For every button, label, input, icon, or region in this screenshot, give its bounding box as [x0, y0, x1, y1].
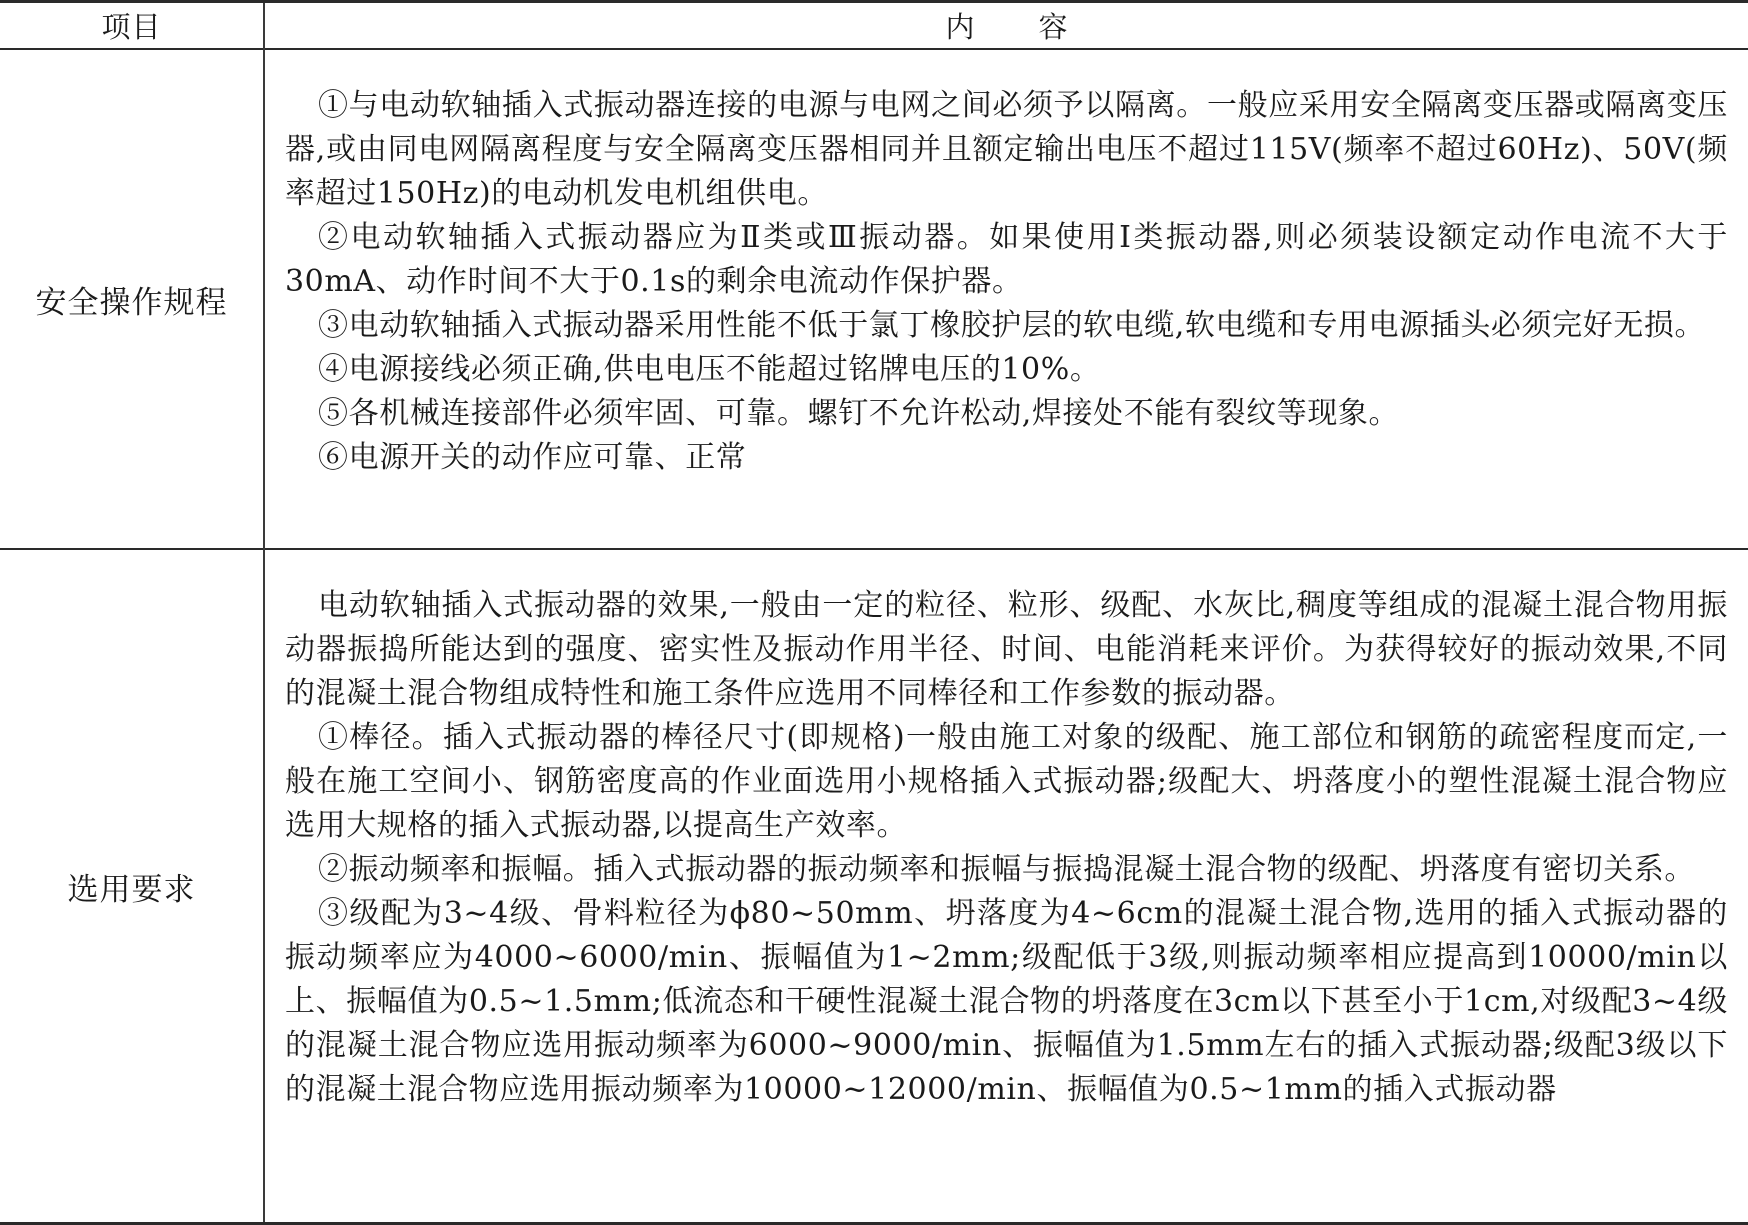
paragraph: ①与电动软轴插入式振动器连接的电源与电网之间必须予以隔离。一般应采用安全隔离变压器或隔离变压器,或由同电网隔离程度与安全隔离变压器相同并且额定输出电压不超过115V(频率不超过60Hz)、50V(频率超过150Hz)的电动机发电机组供电。 [285, 88, 1728, 211]
row-label-selection [0, 549, 264, 1224]
table-row-selection [0, 549, 1748, 1224]
paragraph: ⑤各机械连接部件必须牢固、可靠。螺钉不允许松动,焊接处不能有裂纹等现象。 [318, 396, 1400, 431]
row-label-safety [0, 49, 264, 549]
table-row-safety [0, 49, 1748, 549]
paragraph: ③级配为3~4级、骨料粒径为ϕ80~50mm、坍落度为4~6cm的混凝土混合物,选用的插入式振动器的振动频率应为4000~6000/min、振幅值为1~2mm;级配低于3级,则振动频率相应提高到10000/min以上、振幅值为0.5~1.5mm;低流态和干硬性混凝土混合物的坍落度在3cm以下甚至小于1cm,对级配3~4级的混凝土混合物应选用振动频率为6000~9000/min、振幅值为1.5mm左右的插入式振动器;级配3级以下的混凝土混合物应选用振动频率为10000~12000/min、振幅值为0.5~1mm的插入式振动器 [285, 896, 1728, 1107]
header-item [0, 2, 264, 50]
paragraph: ④电源接线必须正确,供电电压不能超过铭牌电压的10%。 [318, 352, 1101, 387]
paragraph: ②电动软轴插入式振动器应为Ⅱ类或Ⅲ振动器。如果使用Ⅰ类振动器,则必须装设额定动作电流不大于30mA、动作时间不大于0.1s的剩余电流动作保护器。 [285, 220, 1728, 299]
row-content-safety [264, 49, 1748, 549]
row-content-selection [264, 549, 1748, 1224]
paragraph: 电动软轴插入式振动器的效果,一般由一定的粒径、粒形、级配、水灰比,稠度等组成的混凝土混合物用振动器振捣所能达到的强度、密实性及振动作用半径、时间、电能消耗来评价。为获得较好的振动效果,不同的混凝土混合物组成特性和施工条件应选用不同棒径和工作参数的振动器。 [285, 588, 1728, 711]
paragraph: ⑥电源开关的动作应可靠、正常 [318, 440, 747, 475]
paragraph: ①棒径。插入式振动器的棒径尺寸(即规格)一般由施工对象的级配、施工部位和钢筋的疏密程度而定,一般在施工空间小、钢筋密度高的作业面选用小规格插入式振动器;级配大、坍落度小的塑性混凝土混合物应选用大规格的插入式振动器,以提高生产效率。 [285, 720, 1728, 843]
header-content [264, 2, 1748, 50]
paragraph: ③电动软轴插入式振动器采用性能不低于氯丁橡胶护层的软电缆,软电缆和专用电源插头必须完好无损。 [318, 308, 1706, 343]
row-label-text: 安全操作规程 [35, 284, 228, 321]
row-label-text: 选用要求 [67, 871, 196, 908]
table-header-row [0, 2, 1748, 50]
header-item-label: 项目 [101, 10, 162, 44]
paragraph: ②振动频率和振幅。插入式振动器的振动频率和振幅与振捣混凝土混合物的级配、坍落度有密切关系。 [318, 852, 1695, 887]
header-content-label: 内容 [945, 10, 1132, 44]
